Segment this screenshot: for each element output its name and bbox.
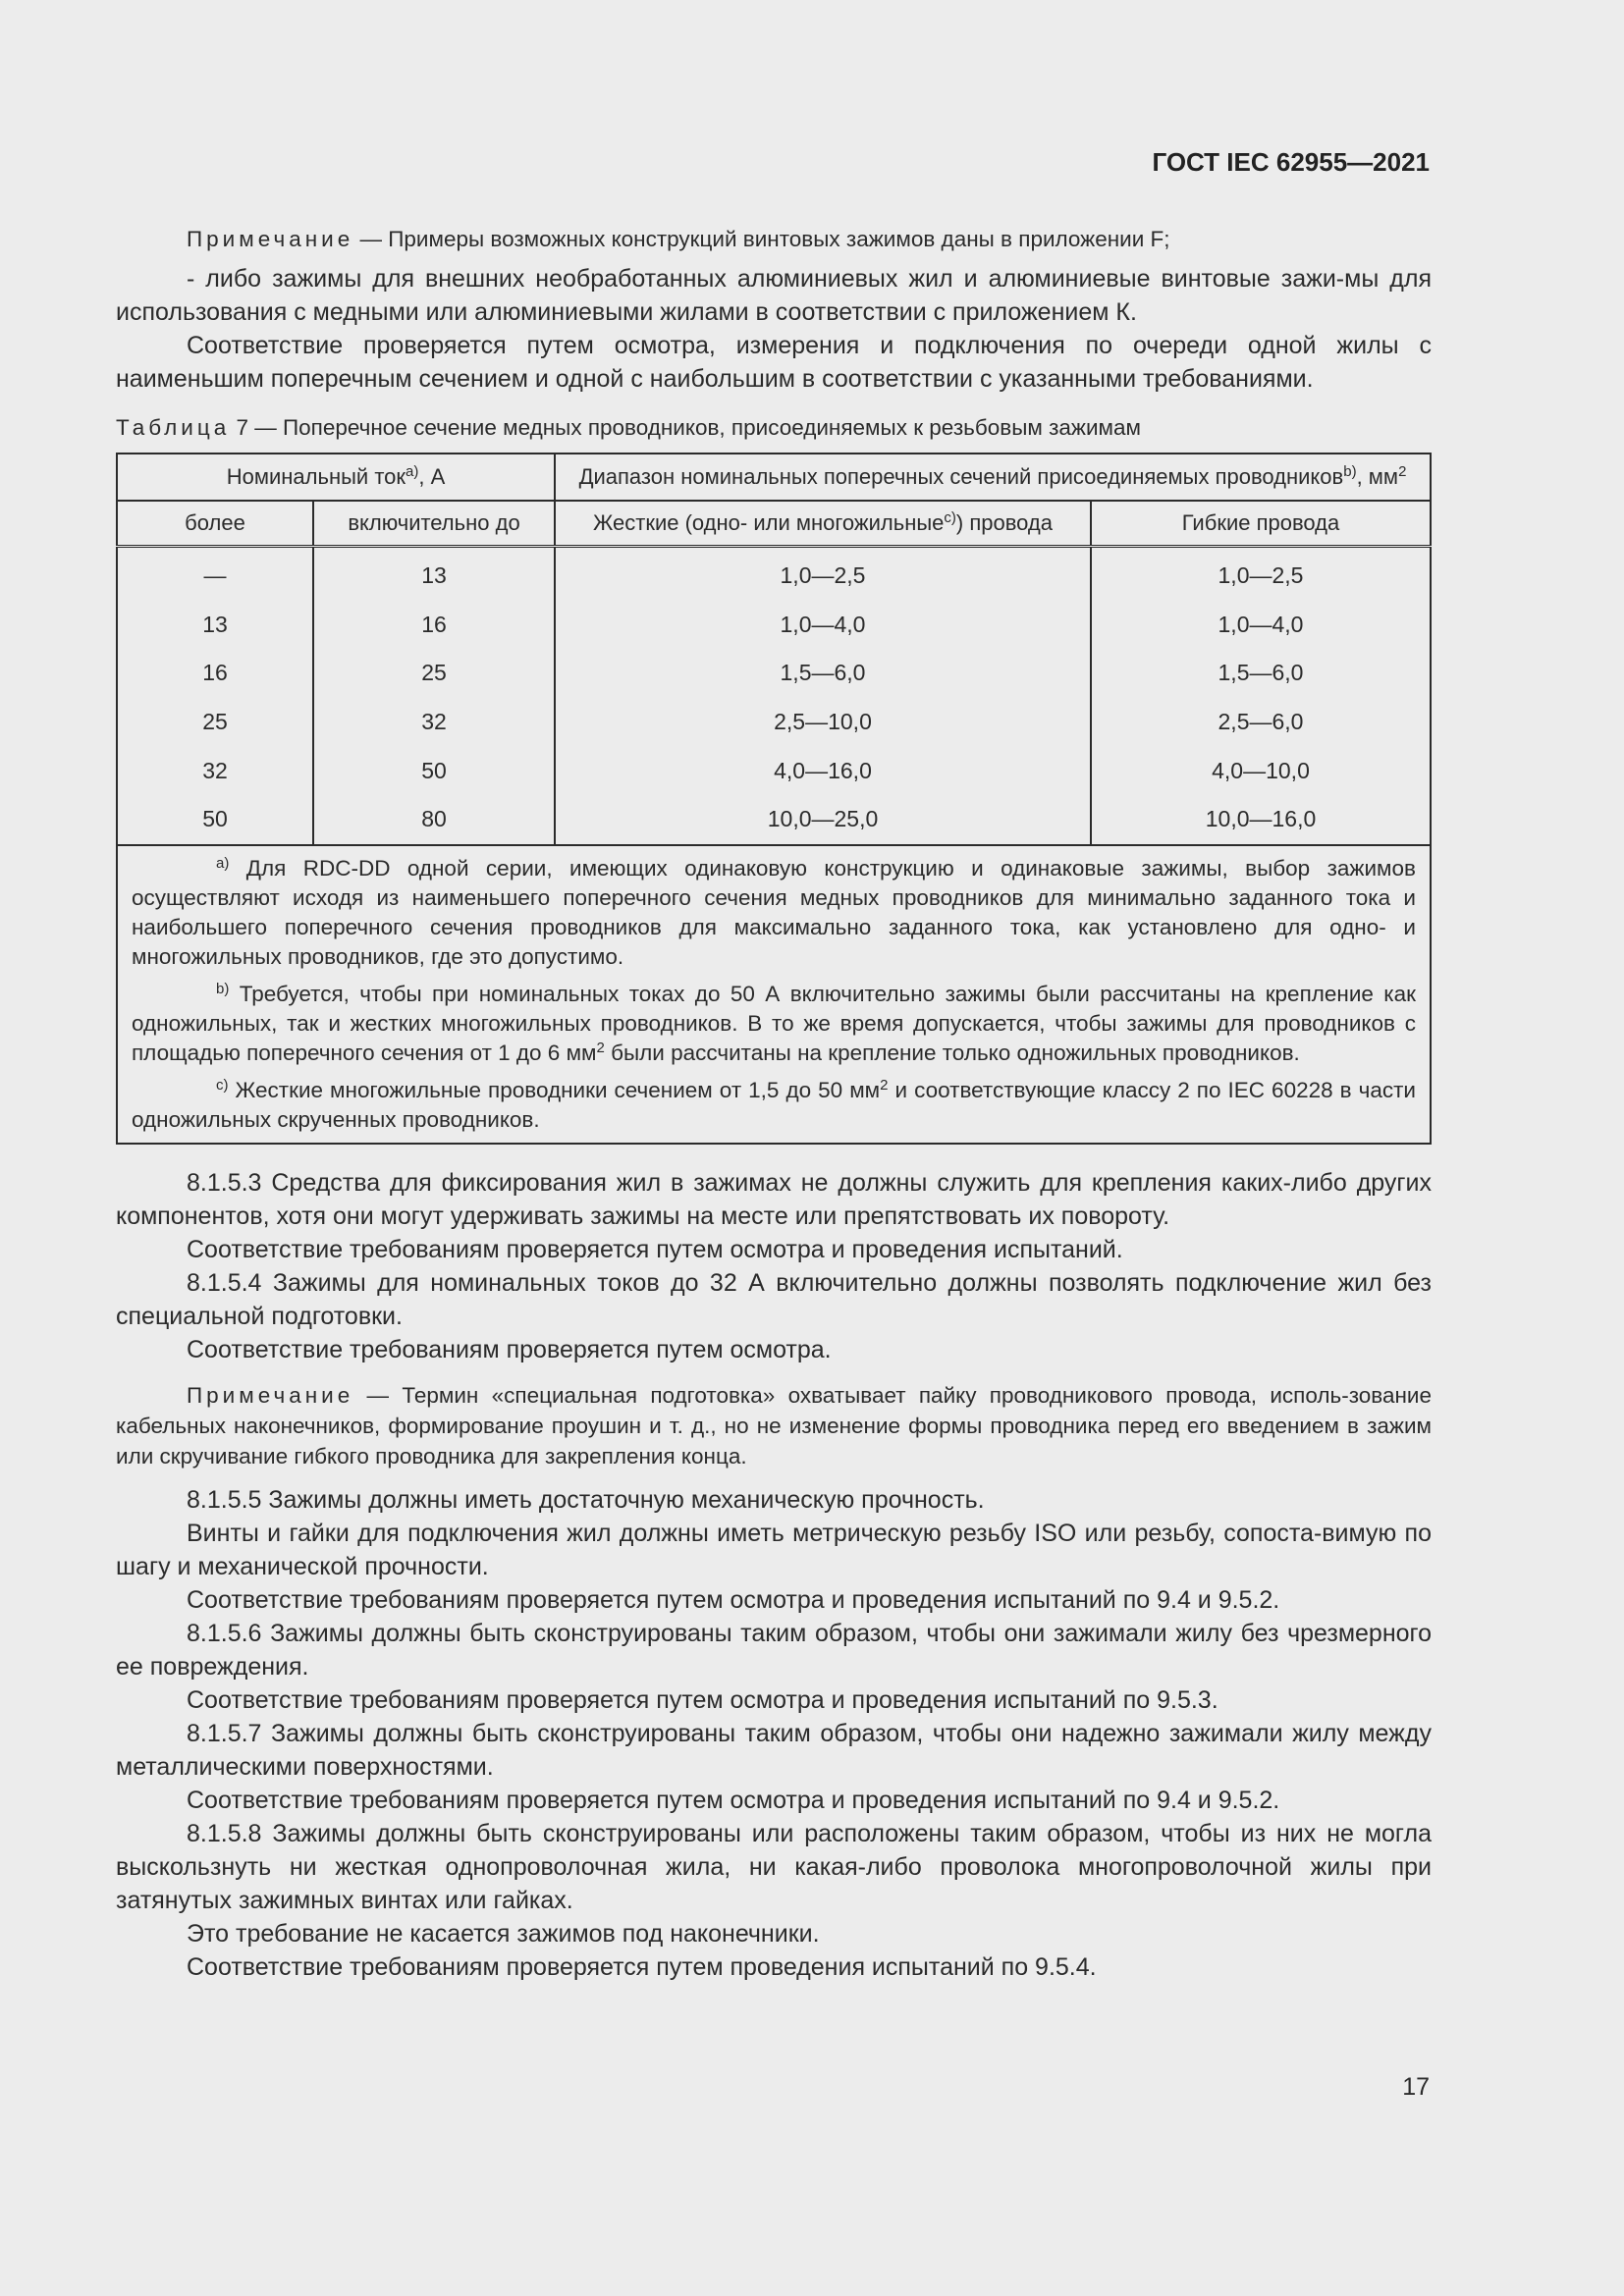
- paragraph: Винты и гайки для подключения жил должны иметь метрическую резьбу ISO или резьбу, сопоста-вимую по шагу и механической прочности.: [116, 1519, 1432, 1580]
- paragraph: Соответствие проверяется путем осмотра, измерения и подключения по очереди одной жилы с наименьшим поперечным сечением и одной с наибольшим в соответствии с указанными требованиями.: [116, 332, 1432, 393]
- note-label: Примечание: [187, 227, 354, 251]
- section-8-1-5-5: 8.1.5.5 Зажимы должны иметь достаточную механическую прочность.: [187, 1485, 985, 1514]
- section-8-1-5-3: 8.1.5.3 Средства для фиксирования жил в зажимах не должны служить для крепления каких-либо других компонентов, хотя они могут удерживать зажимы на месте или препятствовать их повороту.: [116, 1168, 1432, 1230]
- paragraph: Соответствие требованиям проверяется путем осмотра и проведения испытаний по 9.4 и 9.5.2.: [187, 1585, 1280, 1614]
- section-8-1-5-4: 8.1.5.4 Зажимы для номинальных токов до 32 А включительно должны позволять подключение жил без специальной подготовки.: [116, 1268, 1432, 1330]
- table-caption: [116, 413, 1432, 443]
- table-row: 16 25 1,5—6,0 1,5—6,0: [117, 649, 1431, 698]
- note-text: — Примеры возможных конструкций винтовых зажимов даны в приложении F;: [353, 227, 1170, 251]
- table-row: 13 16 1,0—4,0 1,0—4,0: [117, 601, 1431, 650]
- note-1: [116, 224, 1432, 254]
- paragraph: Это требование не касается зажимов под наконечники.: [187, 1919, 820, 1948]
- paragraph: Соответствие требованиям проверяется путем осмотра и проведения испытаний.: [187, 1235, 1123, 1263]
- column-header-above: более: [117, 501, 313, 547]
- table-row: 50 80 10,0—25,0 10,0—16,0: [117, 795, 1431, 845]
- document-header: ГОСТ IEC 62955—2021: [1152, 147, 1430, 177]
- note-text: — Термин «специальная подготовка» охватывает пайку проводникового провода, исполь-зование кабельных наконечников, формирование проушин и т. д., но не изменение формы проводника перед его введением в зажим или скручивание гибкого проводника для закрепления конца.: [116, 1382, 1432, 1468]
- paragraph: - либо зажимы для внешних необработанных алюминиевых жил и алюминиевые винтовые зажи-мы для использования с медными или алюминиевыми жилами в соответствии с приложением К.: [116, 265, 1432, 326]
- section-8-1-5-6: 8.1.5.6 Зажимы должны быть сконструированы таким образом, чтобы они зажимали жилу без чрезмерного ее повреждения.: [116, 1619, 1432, 1681]
- table-caption-label: Таблица: [116, 415, 231, 440]
- header-cross-section-range: Диапазон номинальных поперечных сечений присоединяемых проводников$^{b)}$, $мм^2$: [555, 454, 1431, 501]
- paragraph: Соответствие требованиям проверяется путем проведения испытаний по 9.5.4.: [187, 1952, 1097, 1981]
- paragraph: Соответствие требованиям проверяется путем осмотра и проведения испытаний по 9.4 и 9.5.2.: [187, 1786, 1280, 1814]
- page-number: 17: [1402, 2073, 1430, 2101]
- footnote-c: $^{c)}$ Жесткие многожильные проводники сечением от 1,5 до 50 $мм^2$ и соответствующие классу 2 по IEC 60228 в части одножильных скрученных проводников.: [132, 1076, 1417, 1132]
- paragraph: Соответствие требованиям проверяется путем осмотра и проведения испытаний по 9.5.3.: [187, 1685, 1218, 1714]
- column-header-up-to: включительно до: [313, 501, 555, 547]
- table-row: 32 50 4,0—16,0 4,0—10,0: [117, 746, 1431, 795]
- footnote-a: $^{a)}$ Для RDC-DD одной серии, имеющих одинаковую конструкцию и одинаковые зажимы, выбор зажимов осуществляют исходя из наименьшего поперечного сечения медных проводников для минимально заданного тока и наибольшего поперечного сечения проводников для максимально заданного тока, как установлено для одно- и многожильных проводников, где это допустимо.: [132, 854, 1416, 969]
- note-label: Примечание: [187, 1382, 354, 1408]
- table-row: — 13 1,0—2,5 1,0—2,5: [117, 547, 1431, 601]
- table-caption-text: 7 — Поперечное сечение медных проводников, присоединяемых к резьбовым зажимам: [230, 415, 1142, 440]
- section-8-1-5-7: 8.1.5.7 Зажимы должны быть сконструированы таким образом, чтобы они надежно зажимали жилу между металлическими поверхностями.: [116, 1719, 1432, 1781]
- header-rated-current: Номинальный ток$^{a)}$, А: [117, 454, 555, 501]
- page-content: [116, 224, 1432, 1984]
- section-8-1-5-8: 8.1.5.8 Зажимы должны быть сконструированы или расположены таким образом, чтобы из них не могла выскользнуть ни жесткая однопроволочная жила, ни какая-либо проволока многопроволочной жилы при затянутых зажимных винтах или гайках.: [116, 1819, 1432, 1914]
- conductor-table: [116, 453, 1432, 1145]
- footnote-b: $^{b)}$ Требуется, чтобы при номинальных токах до 50 А включительно зажимы были рассчитаны на крепление как одножильных, так и жестких многожильных проводников. В то же время допускается, чтобы зажимы для проводников с площадью поперечного сечения от 1 до 6 $мм^2$ были рассчитаны на крепление только одножильных проводников.: [132, 980, 1416, 1065]
- paragraph: Соответствие требованиям проверяется путем осмотра.: [187, 1335, 832, 1363]
- note-2: [116, 1380, 1432, 1471]
- column-header-rigid: Жесткие (одно- или многожильные$^{c)}$) провода: [555, 501, 1091, 547]
- column-header-flexible: Гибкие провода: [1091, 501, 1431, 547]
- table-footnotes: [117, 845, 1431, 1144]
- table-row: 25 32 2,5—10,0 2,5—6,0: [117, 698, 1431, 747]
